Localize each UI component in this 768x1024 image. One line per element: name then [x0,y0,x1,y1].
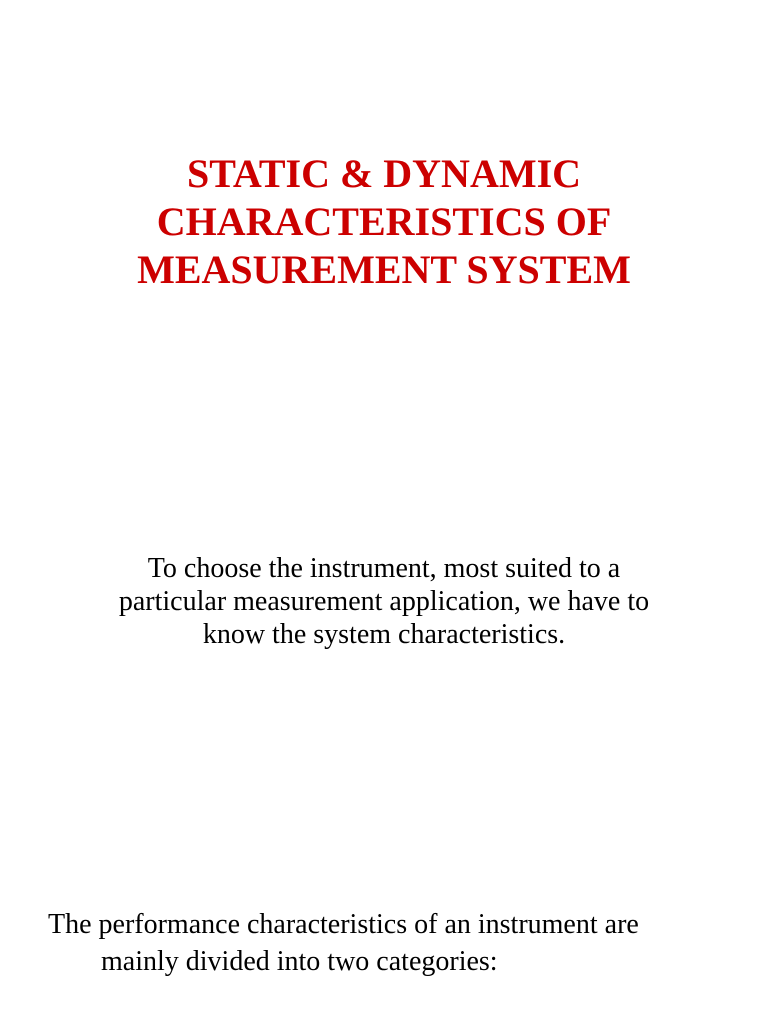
slide-title-line-1: STATIC & DYNAMIC [186,151,582,196]
slide-title-line-3: MEASUREMENT SYSTEM [137,247,631,292]
intro-paragraph [0,552,768,651]
performance-line-1: The performance characteristics of an instrument are [48,909,639,940]
slide-title [0,150,768,294]
slide-title-line-2: CHARACTERISTICS OF [156,199,612,244]
intro-line-3: know the system characteristics. [202,619,566,650]
intro-line-2: particular measurement application, we have to [118,586,650,617]
performance-paragraph [0,906,768,980]
performance-line-2: mainly divided into two categories: [101,946,498,977]
intro-line-1: To choose the instrument, most suited to a [147,553,621,584]
